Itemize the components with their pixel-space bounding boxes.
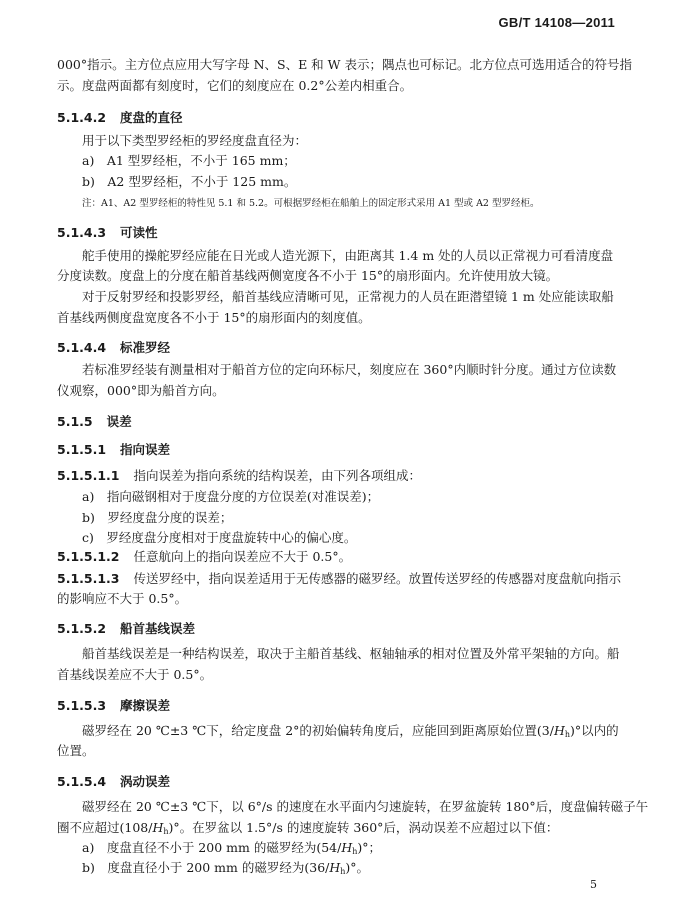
symbol-subscript: h: [564, 730, 570, 739]
text-run: 圈不应超过(108/: [57, 820, 153, 835]
paragraph-line: 磁罗经在 20 ℃±3 ℃下，以 6°/s 的速度在水平面内匀速旋转，在罗盆旋转 180°后，度盘偏转磁子午: [82, 799, 649, 814]
text-run: )°。: [345, 860, 370, 875]
section-heading-5-1-4-4: [57, 338, 170, 356]
section-title: 度盘的直径: [120, 110, 183, 125]
list-item: b) 罗经度盘分度的误差；: [82, 510, 233, 525]
section-number: 5.1.5.3: [57, 698, 107, 713]
symbol-subscript: h: [340, 867, 346, 876]
clause-number: 5.1.5.1.3: [57, 571, 120, 586]
paragraph-line: 分度读数。度盘上的分度在船首基线两侧宽度各不小于 15°的扇形面内。允许使用放大镜。: [57, 268, 559, 283]
paragraph-line: 若标准罗经装有测量相对于船首方位的定向环标尺，刻度应在 360°内顺时针分度。通过方位读数: [82, 362, 617, 377]
section-number: 5.1.5.1: [57, 442, 107, 457]
text-run: )°；: [357, 840, 382, 855]
paragraph-line: [82, 723, 619, 739]
section-heading-5-1-5-4: [57, 772, 170, 790]
section-number: 5.1.4.2: [57, 110, 107, 125]
list-item: b) A2 型罗经柜，不小于 125 mm。: [82, 174, 297, 189]
clause-5-1-5-1-3: [57, 571, 621, 587]
text-run: )°以内的: [570, 723, 619, 738]
section-heading-5-1-5-2: [57, 619, 195, 637]
clause-5-1-5-1-2: [57, 549, 351, 565]
clause-number: 5.1.5.1.1: [57, 468, 120, 483]
section-title: 摩擦误差: [120, 698, 171, 713]
paragraph-line: [57, 820, 558, 836]
section-title: 指向误差: [120, 442, 171, 457]
section-heading-5-1-5-1: [57, 440, 170, 458]
paragraph-line: 的影响应不大于 0.5°。: [57, 591, 188, 606]
text-run: 磁罗经在 20 ℃±3 ℃下，给定度盘 2°的初始偏转角度后，应能回到距离原始位置(3/: [82, 723, 554, 738]
section-title: 标准罗经: [120, 340, 171, 355]
section-title: 涡动误差: [120, 774, 171, 789]
section-number: 5.1.5.4: [57, 774, 107, 789]
clause-number: 5.1.5.1.2: [57, 549, 120, 564]
paragraph-line: 用于以下类型罗经柜的罗经度盘直径为：: [82, 133, 308, 148]
paragraph-line: 船首基线误差是一种结构误差，取决于主船首基线、枢轴轴承的相对位置及外常平架轴的方向。船: [82, 646, 620, 661]
section-number: 5.1.4.4: [57, 340, 107, 355]
paragraph-line: 首基线两侧度盘宽度各不小于 15°的扇形面内的刻度值。: [57, 310, 371, 325]
paragraph-line: 000°指示。主方位点应用大写字母 N、S、E 和 W 表示；隅点也可标记。北方位点可选用适合的符号指: [57, 57, 632, 72]
section-heading-5-1-4-3: [57, 223, 158, 241]
symbol-h: H: [152, 820, 164, 835]
list-item: c) 罗经度盘分度相对于度盘旋转中心的偏心度。: [82, 530, 357, 545]
standard-code-header: GB/T 14108—2011: [498, 15, 615, 30]
symbol-subscript: h: [163, 827, 169, 836]
symbol-h: H: [341, 840, 353, 855]
clause-text: 传送罗经中，指向误差适用于无传感器的磁罗经。放置传送罗经的传感器对度盘航向指示: [133, 571, 621, 586]
paragraph-line: 舵手使用的操舵罗经应能在日光或人造光源下，由距离其 1.4 m 处的人员以正常视力可看清度盘: [82, 248, 614, 263]
paragraph-line: 位置。: [57, 743, 95, 758]
section-heading-5-1-5-3: [57, 696, 170, 714]
clause-5-1-5-1-1: [57, 468, 421, 484]
section-number: 5.1.5.2: [57, 621, 107, 636]
section-heading-5-1-4-2: [57, 108, 183, 126]
symbol-h: H: [329, 860, 341, 875]
paragraph-line: 示。度盘两面都有刻度时，它们的刻度应在 0.2°公差内相重合。: [57, 78, 413, 93]
clause-text: 任意航向上的指向误差应不大于 0.5°。: [133, 549, 352, 564]
paragraph-line: 对于反射罗经和投影罗经，船首基线应清晰可见，正常视力的人员在距潜望镜 1 m 处应能读取船: [82, 289, 614, 304]
list-item: a) 指向磁钢相对于度盘分度的方位误差(对准误差)；: [82, 489, 380, 504]
list-item: a) A1 型罗经柜，不小于 165 mm；: [82, 153, 296, 168]
section-title: 船首基线误差: [120, 621, 196, 636]
page-number: 5: [590, 878, 597, 891]
section-heading-5-1-5: [57, 412, 132, 430]
symbol-subscript: h: [352, 847, 358, 856]
section-title: 可读性: [120, 225, 158, 240]
note: 注：A1、A2 型罗经柜的特性见 5.1 和 5.2。可根据罗经柜在船舶上的固定形式采用 A1 型或 A2 型罗经柜。: [82, 198, 540, 209]
section-number: 5.1.5: [57, 414, 93, 429]
list-item: [82, 860, 369, 876]
section-number: 5.1.4.3: [57, 225, 107, 240]
list-item: [82, 840, 381, 856]
clause-text: 指向误差为指向系统的结构误差，由下列各项组成：: [133, 468, 421, 483]
text-run: a) 度盘直径不小于 200 mm 的磁罗经为(54/: [82, 840, 342, 855]
text-run: )°。在罗盆以 1.5°/s 的速度旋转 360°后，涡动误差不应超过以下值：: [168, 820, 559, 835]
text-run: b) 度盘直径小于 200 mm 的磁罗经为(36/: [82, 860, 330, 875]
section-title: 误差: [106, 414, 132, 429]
paragraph-line: 仪观察，000°即为船首方向。: [57, 383, 225, 398]
paragraph-line: 首基线误差应不大于 0.5°。: [57, 667, 213, 682]
symbol-h: H: [553, 723, 565, 738]
